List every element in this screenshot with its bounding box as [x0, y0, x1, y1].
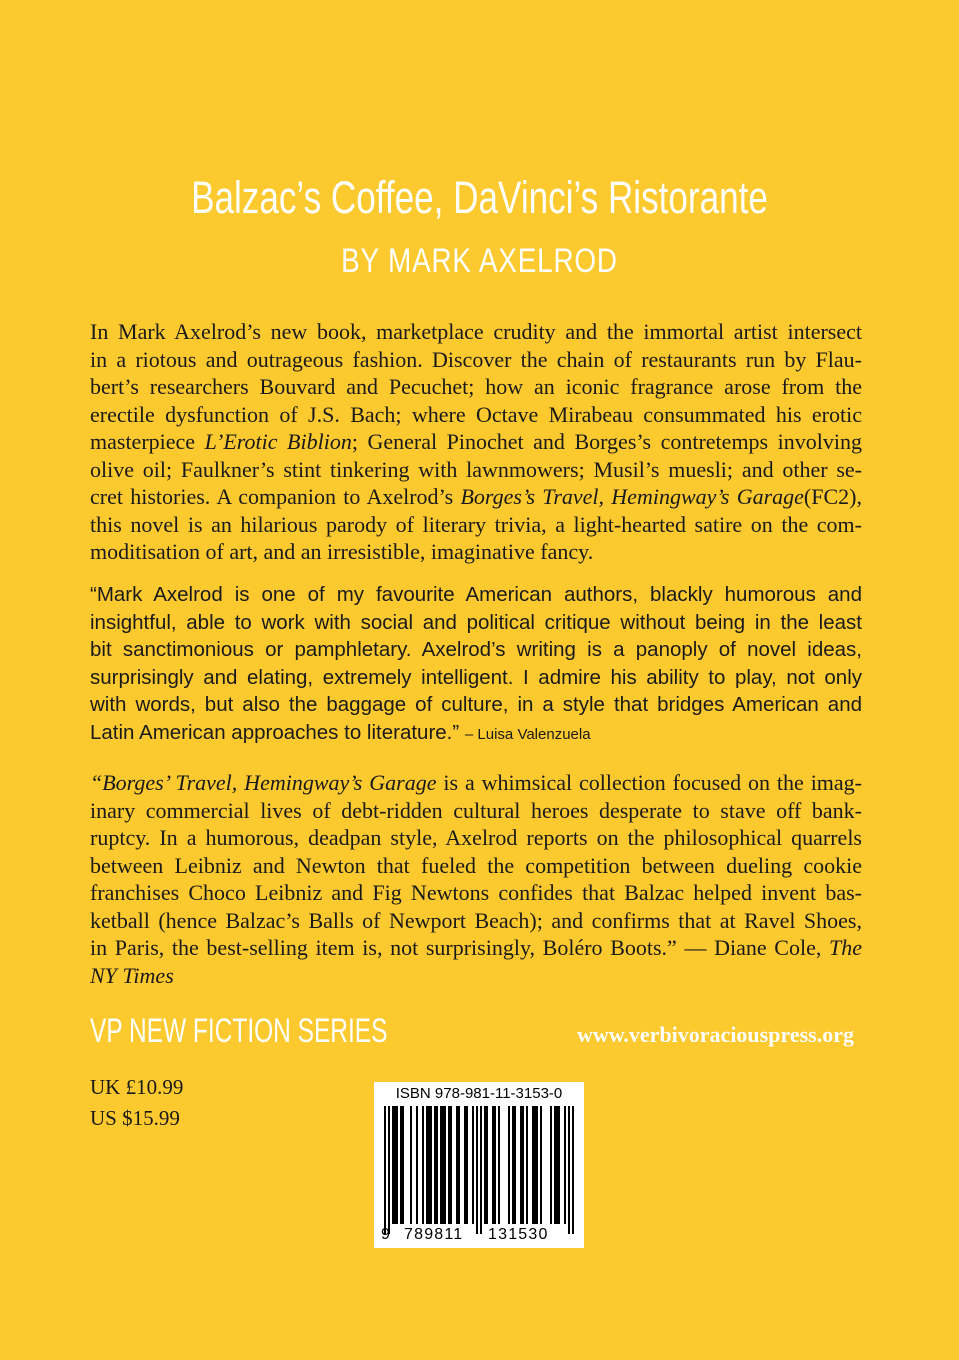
barcode-bar	[392, 1106, 394, 1224]
review-quote-valenzuela	[90, 581, 862, 748]
text-run: Latin American approaches to literature.”	[90, 720, 465, 744]
barcode-bar	[498, 1106, 500, 1224]
italic-text-run: “Borges’ Travel, Hemingway’s Garage	[90, 770, 437, 795]
text-line	[90, 962, 862, 990]
barcode-bar	[486, 1106, 488, 1224]
barcode-bar	[384, 1106, 386, 1234]
text-run: in a riotous and outrageous fashion. Discover the chain of restaurants run by Flau-	[90, 346, 862, 372]
barcode-bar	[568, 1106, 570, 1234]
italic-text-run: NY Times	[90, 962, 174, 988]
text-line	[90, 428, 862, 456]
text-line	[90, 373, 862, 401]
text-run: between Leibniz and Newton that fueled the competition between dueling cookie	[90, 852, 862, 878]
price-us: US $15.99	[90, 1106, 180, 1130]
text-run: franchises Choco Leibniz and Fig Newtons confides that Balzac helped invent bas-	[90, 880, 862, 905]
text-line	[90, 824, 862, 852]
text-run: moditisation of art, and an irresistible, imaginative fancy.	[90, 539, 594, 564]
barcode-bar	[394, 1106, 396, 1224]
text-line	[90, 511, 862, 539]
ean-first-digit: 9	[381, 1226, 392, 1243]
text-run: insightful, able to work with social and political critique without being in the least	[90, 610, 862, 634]
isbn-barcode	[374, 1082, 584, 1248]
text-run: bert’s researchers Bouvard and Pecuchet; how an iconic fragrance arose from the	[90, 374, 862, 399]
text-line	[90, 719, 862, 749]
series-name: VP NEW FICTION SERIES	[90, 1012, 388, 1050]
text-line	[90, 691, 862, 719]
publisher-website: www.verbivoraciouspress.org	[576, 1022, 854, 1047]
text-line	[90, 907, 862, 935]
barcode-bar	[556, 1106, 558, 1224]
text-run: in Paris, the best-selling item is, not surprisingly, Boléro Boots.” — Diane Cole,	[90, 935, 829, 960]
text-run: olive oil; Faulkner’s stint tinkering with lawnmowers; Musil’s muesli; and other se-	[90, 456, 862, 482]
barcode-bar	[572, 1106, 574, 1234]
barcode-bar	[558, 1106, 560, 1224]
barcode-bar	[550, 1106, 552, 1224]
barcode-bar	[442, 1106, 444, 1224]
barcode-bar	[514, 1106, 516, 1224]
barcode-bar	[564, 1106, 566, 1224]
ean-left-digits: 789811	[404, 1226, 464, 1243]
italic-text-run: The	[829, 935, 862, 960]
barcode-bar	[396, 1106, 398, 1224]
barcode-bar	[554, 1106, 556, 1224]
barcode-bar	[400, 1106, 402, 1224]
text-run: is a whimsical collection focused on the imag-	[436, 770, 863, 795]
barcode-bar	[430, 1106, 432, 1224]
isbn-label: ISBN 978-981-11-3153-0	[395, 1085, 563, 1102]
text-line	[90, 346, 862, 374]
text-run: inary commercial lives of debt-ridden cultural heroes desperate to stave off bank-	[90, 797, 862, 823]
text-line	[90, 934, 862, 962]
barcode-bar	[532, 1106, 534, 1224]
review-quote-nytimes	[90, 769, 862, 989]
book-title: Balzac’s Coffee, DaVinci’s Ristorante	[191, 172, 768, 223]
text-run: masterpiece	[90, 429, 205, 454]
barcode-bar	[422, 1106, 424, 1224]
text-run: “Mark Axelrod is one of my favourite American authors, blackly humorous and	[90, 583, 862, 606]
barcode-bar	[480, 1106, 482, 1234]
text-line	[90, 852, 862, 880]
barcode-bar	[536, 1106, 538, 1224]
text-line	[90, 664, 862, 692]
text-run: ; General Pinochet and Borges’s contretemps involving	[351, 429, 862, 454]
barcode-bar	[472, 1106, 474, 1224]
text-line	[90, 456, 862, 484]
book-blurb	[90, 318, 862, 566]
barcode-bar	[484, 1106, 486, 1224]
barcode-bar	[444, 1106, 446, 1224]
text-line	[90, 538, 862, 566]
barcode-bar	[540, 1106, 542, 1224]
barcode-bar	[410, 1106, 412, 1224]
text-run: erectile dysfunction of J.S. Bach; where Octave Mirabeau consummated his erotic	[90, 401, 862, 427]
barcode-bar	[534, 1106, 536, 1224]
italic-text-run: L’Erotic Biblion	[204, 429, 352, 454]
text-run: ruptcy. In a humorous, deadpan style, Axelrod reports on the philosophical quarrels	[90, 825, 862, 850]
barcode-bar	[494, 1106, 496, 1224]
text-line	[90, 769, 862, 797]
barcode-bar	[436, 1106, 438, 1224]
text-line	[90, 483, 862, 511]
text-line	[90, 636, 862, 664]
text-line	[90, 879, 862, 907]
barcode-bar	[428, 1106, 430, 1224]
text-run: (FC2),	[803, 484, 862, 509]
text-line	[90, 581, 862, 609]
text-line	[90, 401, 862, 429]
barcode-bar	[466, 1106, 468, 1224]
barcode-bar	[450, 1106, 452, 1224]
author-byline: BY MARK AXELROD	[341, 242, 618, 280]
text-run: – Luisa Valenzuela	[464, 725, 591, 743]
barcode-bar	[416, 1106, 418, 1224]
barcode-bar	[458, 1106, 460, 1224]
ean-right-digits: 131530	[488, 1226, 549, 1243]
italic-text-run: Borges’s Travel, Hemingway’s Garage	[460, 484, 804, 509]
barcode-bar	[520, 1106, 522, 1224]
text-line	[90, 797, 862, 825]
text-run: cret histories. A companion to Axelrod’s	[90, 484, 461, 509]
text-run: surprisingly and elating, extremely intelligent. I admire his ability to play, not only	[90, 665, 862, 689]
barcode-bar	[440, 1106, 442, 1224]
barcode-bar	[526, 1106, 528, 1224]
barcode-bar	[512, 1106, 514, 1224]
text-run: this novel is an hilarious parody of literary trivia, a light-hearted satire on the com-	[90, 511, 862, 537]
barcode-bar	[492, 1106, 494, 1224]
text-line	[90, 318, 862, 346]
price-uk: UK £10.99	[90, 1075, 184, 1099]
text-run: ketball (hence Balzac’s Balls of Newport Beach); and confirms that at Ravel Shoes,	[90, 907, 862, 933]
barcode-bar	[426, 1106, 428, 1224]
text-run: with words, but also the baggage of culture, in a style that bridges American and	[90, 693, 862, 716]
barcode-bar	[402, 1106, 404, 1224]
barcode-bar	[456, 1106, 458, 1224]
barcode-bars	[374, 1082, 584, 1248]
barcode-bar	[508, 1106, 510, 1224]
barcode-bar	[464, 1106, 466, 1224]
barcode-bar	[388, 1106, 390, 1234]
text-line	[90, 609, 862, 637]
barcode-bar	[448, 1106, 450, 1224]
barcode-bar	[476, 1106, 478, 1234]
text-run: bit sanctimonious or pamphletary. Axelrod’s writing is a panoply of novel ideas,	[90, 638, 862, 661]
barcode-bar	[434, 1106, 436, 1224]
barcode-bar	[522, 1106, 524, 1224]
text-run: In Mark Axelrod’s new book, marketplace crudity and the immortal artist intersect	[90, 319, 862, 344]
